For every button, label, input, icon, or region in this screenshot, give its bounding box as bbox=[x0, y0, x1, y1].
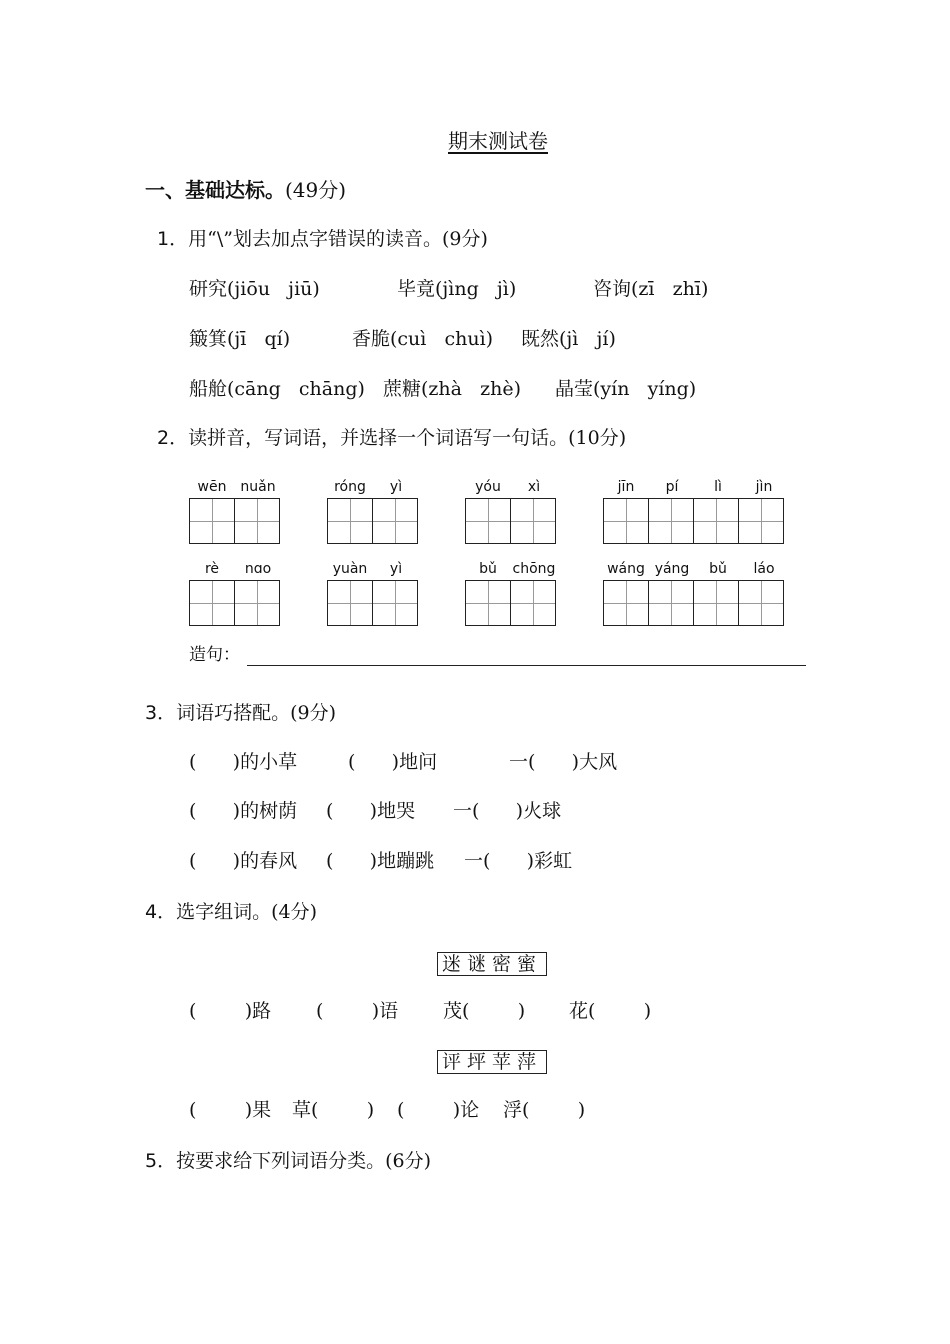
pinyin-label: wáng bbox=[607, 561, 645, 577]
pinyin-label: yóu bbox=[475, 479, 501, 495]
q1-item: 船舱(cāng chāng) bbox=[189, 378, 365, 400]
question-1: 1．用“\”划去加点字错误的读音。(9分) bbox=[157, 228, 488, 250]
question-3: 3．词语巧搭配。(9分) bbox=[145, 702, 337, 724]
q1-item: 咨询(zī zhī) bbox=[593, 278, 709, 300]
writing-grid[interactable] bbox=[327, 498, 417, 544]
q4-item: ( )路 bbox=[189, 1000, 272, 1022]
page-title: 期末测试卷 bbox=[448, 129, 548, 153]
q3-item: ( )的树荫 bbox=[189, 800, 298, 822]
writing-grid[interactable] bbox=[465, 580, 555, 626]
question-number: 4 bbox=[145, 901, 158, 923]
pinyin-label: bǔ bbox=[479, 561, 497, 577]
question-2: 2．读拼音，写词语，并选择一个词语写一句话。(10分) bbox=[157, 427, 627, 449]
question-text: 按要求给下列词语分类。(6分) bbox=[176, 1150, 432, 1172]
q3-item: ( )的小草 bbox=[189, 751, 298, 773]
question-text: 词语巧搭配。(9分) bbox=[176, 702, 337, 724]
writing-grid[interactable] bbox=[189, 498, 279, 544]
q4-item: ( )果 bbox=[189, 1099, 272, 1121]
writing-grid[interactable] bbox=[327, 580, 417, 626]
section-label: 一、基础达标。 bbox=[145, 178, 285, 202]
question-number: 1 bbox=[157, 228, 170, 250]
question-4: 4．选字组词。(4分) bbox=[145, 901, 318, 923]
q4-item: 草( ) bbox=[292, 1099, 375, 1121]
question-number: 5 bbox=[145, 1150, 158, 1172]
q4-item: ( )语 bbox=[316, 1000, 399, 1022]
q1-item: 研究(jiōu jiū) bbox=[189, 278, 320, 300]
pinyin-label: jìn bbox=[755, 479, 773, 495]
q4-item: 浮( ) bbox=[503, 1099, 586, 1121]
q4-item: ( )论 bbox=[397, 1099, 480, 1121]
q1-item: 簸箕(jī qí) bbox=[189, 328, 291, 350]
section-score: (49分) bbox=[285, 178, 347, 202]
pinyin-label: nuǎn bbox=[240, 479, 276, 495]
q1-item: 既然(jì jí) bbox=[521, 328, 616, 350]
writing-grid[interactable] bbox=[189, 580, 279, 626]
q3-item: 一( )火球 bbox=[453, 800, 562, 822]
pinyin-label: róng bbox=[334, 479, 366, 495]
pinyin-label: láo bbox=[753, 561, 775, 577]
writing-grid[interactable] bbox=[603, 580, 783, 626]
sentence-label: 造句： bbox=[189, 645, 240, 665]
pinyin-label: rè bbox=[204, 561, 220, 577]
pinyin-label: yuàn bbox=[332, 561, 368, 577]
pinyin-label: yì bbox=[389, 561, 403, 577]
q3-item: ( )地蹦跳 bbox=[326, 850, 435, 872]
pinyin-label: chōng bbox=[512, 561, 556, 577]
pinyin-label: yì bbox=[389, 479, 403, 495]
question-text: 选字组词。(4分) bbox=[176, 901, 318, 923]
q4-item: 花( ) bbox=[569, 1000, 652, 1022]
question-5: 5．按要求给下列词语分类。(6分) bbox=[145, 1150, 432, 1172]
character-choice-box: 评坪苹萍 bbox=[437, 1050, 547, 1074]
pinyin-label: lì bbox=[714, 479, 722, 495]
q4-item: 茂( ) bbox=[443, 1000, 526, 1022]
q1-item: 毕竟(jìng jì) bbox=[397, 278, 517, 300]
q3-item: ( )地哭 bbox=[326, 800, 416, 822]
q3-item: ( )的春风 bbox=[189, 850, 298, 872]
pinyin-label: xì bbox=[527, 479, 541, 495]
q1-item: 蔗糖(zhà zhè) bbox=[383, 378, 522, 400]
sentence-answer-line[interactable] bbox=[247, 665, 806, 666]
q1-item: 晶莹(yín yíng) bbox=[555, 378, 697, 400]
q1-item: 香脆(cuì chuì) bbox=[352, 328, 494, 350]
pinyin-label: yáng bbox=[654, 561, 690, 577]
pinyin-label: nɑo bbox=[244, 561, 272, 577]
character-choice-box: 迷谜密蜜 bbox=[437, 952, 547, 976]
pinyin-label: wēn bbox=[197, 479, 227, 495]
q3-item: ( )地问 bbox=[348, 751, 438, 773]
writing-grid[interactable] bbox=[465, 498, 555, 544]
q3-item: 一( )彩虹 bbox=[464, 850, 573, 872]
pinyin-label: jīn bbox=[617, 479, 635, 495]
writing-grid[interactable] bbox=[603, 498, 783, 544]
pinyin-label: pí bbox=[665, 479, 679, 495]
question-number: 2 bbox=[157, 427, 170, 449]
pinyin-label: bǔ bbox=[709, 561, 727, 577]
question-text: 读拼音，写词语，并选择一个词语写一句话。(10分) bbox=[188, 427, 627, 449]
q3-item: 一( )大风 bbox=[509, 751, 618, 773]
question-text: 用“\”划去加点字错误的读音。(9分) bbox=[188, 228, 488, 250]
question-number: 3 bbox=[145, 702, 158, 724]
section-heading bbox=[145, 180, 346, 200]
